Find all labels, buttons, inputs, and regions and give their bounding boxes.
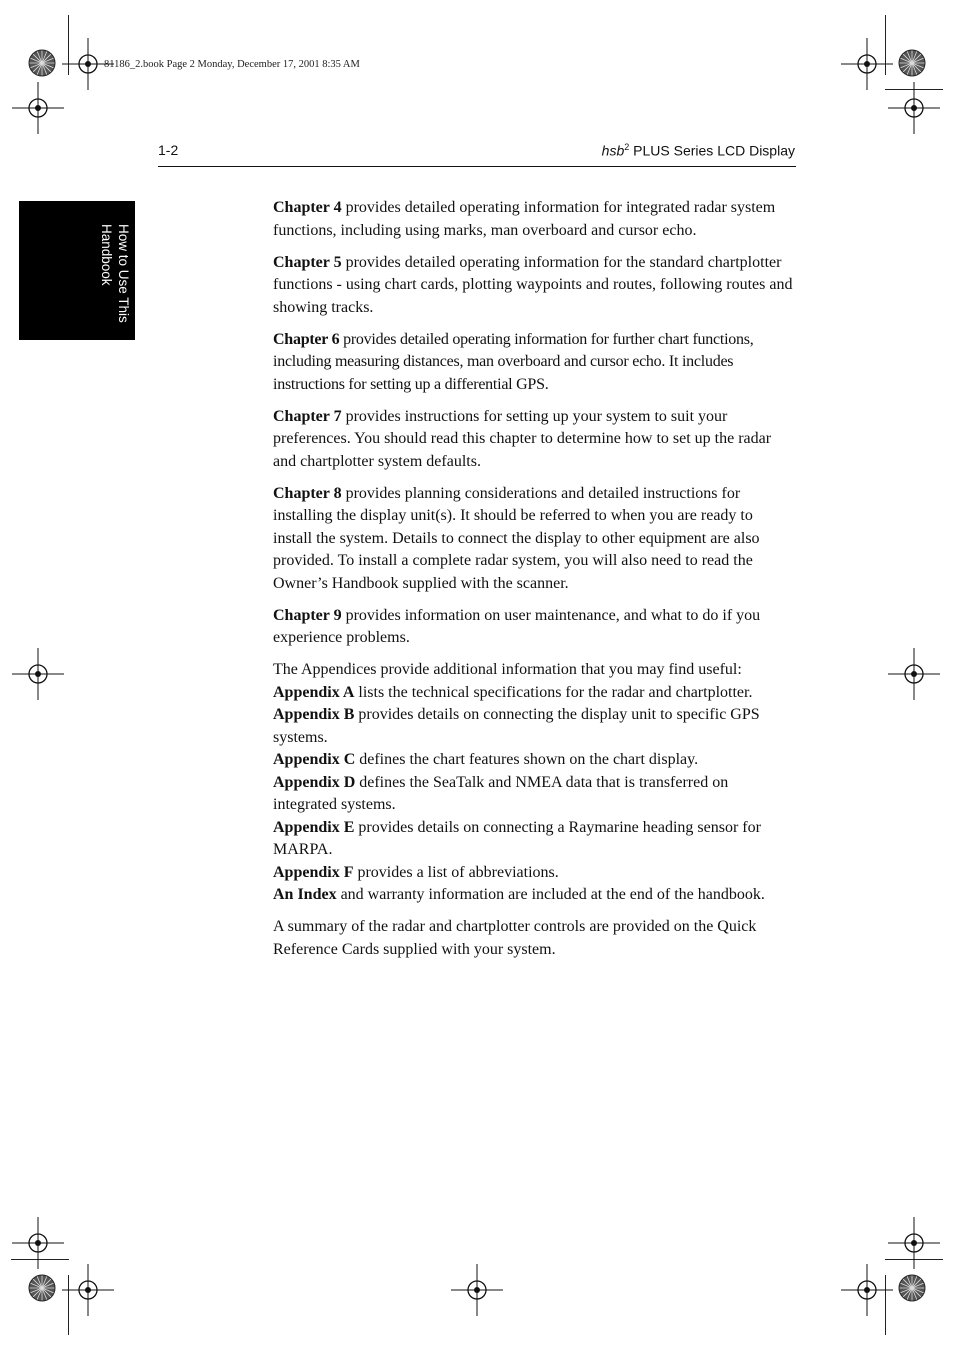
book-info: 81186_2.book Page 2 Monday, December 17, 2001 8:35 AM — [104, 59, 360, 70]
chapter-paragraph — [273, 605, 795, 650]
registration-crosshair-icon — [841, 1264, 893, 1316]
summary-paragraph: A summary of the radar and chartplotter controls are provided on the Quick Reference Cards supplied with your system. — [273, 918, 757, 958]
registration-crosshair-icon — [451, 1264, 503, 1316]
chapter-description: provides planning considerations and detailed instructions for installing the display unit(s). It should be referred to when you are ready to install the system. Details to connect the display to other equipment are also provided. To install a complete radar system, you will also need to read the Owner’s Handbook supplied with the scanner. — [273, 484, 760, 592]
chapter-label: Chapter 9 — [273, 606, 342, 624]
appendix-item — [273, 704, 795, 749]
chapter-description: provides detailed operating information for the standard chartplotter functions - using chart cards, plotting waypoints and routes, following routes and showing tracks. — [273, 253, 793, 316]
appendix-item — [273, 862, 795, 885]
registration-crosshair-icon — [62, 1264, 114, 1316]
chapter-paragraph — [273, 252, 795, 320]
chapter-description: provides instructions for setting up your system to suit your preferences. You should read this chapter to determine how to set up the radar and chartplotter system defaults. — [273, 407, 772, 470]
appendix-label: Appendix F — [273, 863, 354, 881]
chapter-paragraph — [273, 329, 795, 397]
registration-crosshair-icon — [12, 82, 64, 134]
chapter-label: Chapter 4 — [273, 199, 342, 216]
appendices-intro: The Appendices provide additional information that you may find useful: — [273, 661, 742, 678]
chapter-label: Chapter 6 — [273, 330, 340, 348]
appendix-label: Appendix A — [273, 683, 355, 701]
appendix-description: provides details on connecting the display unit to specific GPS systems. — [273, 706, 760, 746]
chapter-label: Chapter 5 — [273, 253, 342, 271]
chapter-paragraph — [273, 406, 795, 474]
appendix-description: provides details on connecting a Raymarine heading sensor for MARPA. — [273, 818, 761, 858]
registration-crosshair-icon — [888, 1217, 940, 1269]
chapter-label: Chapter 7 — [273, 407, 342, 425]
chapter-paragraph — [273, 197, 795, 242]
index-item — [273, 884, 795, 907]
chapter-description: provides detailed operating information for further chart functions, including measuring distances, man overboard and cursor echo. It includes instructions for setting up a differential GPS. — [273, 330, 754, 393]
page-number: 1-2 — [158, 142, 179, 158]
registration-target-icon — [28, 1274, 56, 1302]
appendix-description: provides a list of abbreviations. — [353, 863, 559, 881]
appendix-item — [273, 817, 795, 862]
appendix-item — [273, 772, 795, 817]
registration-crosshair-icon — [12, 648, 64, 700]
registration-crosshair-icon — [841, 38, 893, 90]
chapter-description: provides detailed operating information for integrated radar system functions, including using marks, man overboard and cursor echo. — [273, 199, 776, 239]
chapter-paragraph — [273, 483, 795, 596]
appendix-item — [273, 749, 795, 772]
appendix-item — [273, 682, 795, 705]
registration-crosshair-icon — [888, 82, 940, 134]
section-tab-label — [98, 224, 132, 323]
registration-crosshair-icon — [12, 1217, 64, 1269]
title-superscript: 2 — [624, 142, 630, 152]
appendix-description: lists the technical specifications for the radar and chartplotter. — [354, 683, 753, 701]
appendix-label: Appendix C — [273, 751, 356, 768]
appendix-description: defines the SeaTalk and NMEA data that is transferred on integrated systems. — [273, 773, 729, 813]
registration-target-icon — [898, 1274, 926, 1302]
title-rest: PLUS Series LCD Display — [629, 142, 795, 159]
section-tab-line: How to Use This — [116, 224, 131, 323]
appendix-description: defines the chart features shown on the chart display. — [355, 751, 699, 768]
title-hsb: hsb — [601, 142, 625, 159]
index-label: An Index — [273, 886, 337, 903]
chapter-label: Chapter 8 — [273, 484, 342, 502]
appendix-label: Appendix E — [273, 818, 355, 836]
appendix-label: Appendix B — [273, 706, 355, 723]
chapter-description: provides information on user maintenance, and what to do if you experience problems. — [273, 606, 761, 646]
section-tab-line: Handbook — [99, 224, 114, 286]
document-title — [602, 142, 795, 159]
registration-target-icon — [28, 49, 56, 77]
appendix-label: Appendix D — [273, 773, 356, 791]
registration-crosshair-icon — [888, 648, 940, 700]
body-text — [273, 197, 795, 971]
header-rule — [158, 166, 796, 167]
registration-target-icon — [898, 49, 926, 77]
index-description: and warranty information are included at the end of the handbook. — [336, 886, 765, 903]
appendices-list — [273, 659, 795, 907]
